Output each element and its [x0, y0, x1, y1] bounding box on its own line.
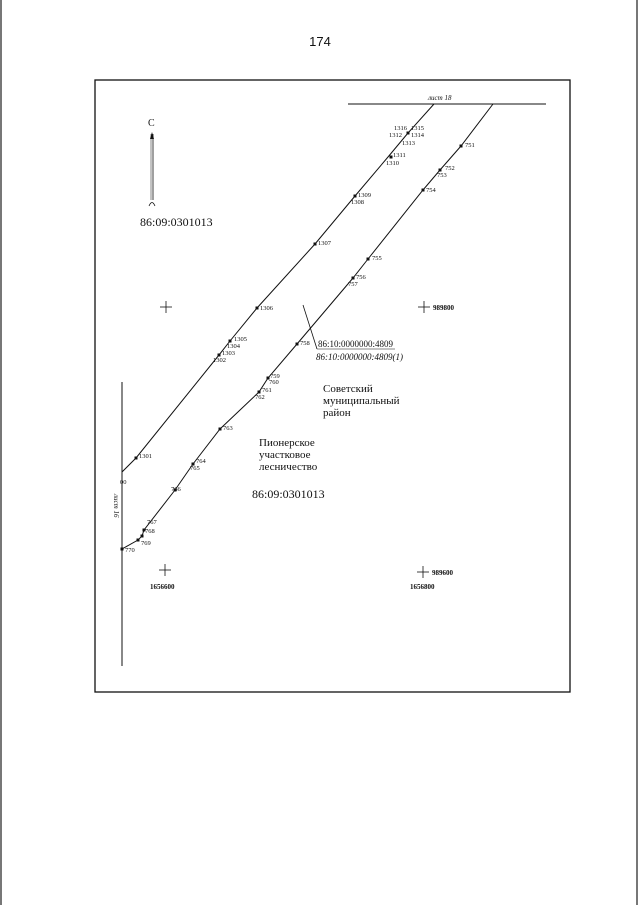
district-label-line-1: Советский	[323, 383, 373, 395]
upper-point-label-1302: 1302	[213, 357, 226, 364]
upper-point-label-1312: 1312	[389, 132, 402, 139]
upper-point-label-1316: 1316	[394, 125, 407, 132]
lower-point-label-760: 760	[269, 379, 279, 386]
forestry-label-line-2: участковое	[259, 449, 311, 461]
forestry-label-line-3: лесничество	[259, 461, 318, 473]
lower-point-label-766: 766	[171, 486, 181, 493]
grid-coord-x-right: 1656800	[410, 583, 435, 591]
lower-point-label-759: 759	[270, 373, 280, 380]
lower-point-label-757: 757	[348, 281, 358, 288]
grid-coord-y-top: 989800	[433, 304, 454, 312]
grid-coord-x-left: 1656600	[150, 583, 175, 591]
cadastral-block-top: 86:09:0301013	[140, 215, 213, 229]
upper-point-label-1314: 1314	[411, 132, 424, 139]
upper-point-marker-1309	[354, 195, 357, 198]
lower-point-label-756: 756	[356, 274, 366, 281]
lower-point-label-761: 761	[262, 387, 272, 394]
lower-point-label-753: 753	[437, 172, 447, 179]
district-label-line-2: муниципальный	[323, 395, 400, 407]
lower-point-label-770: 770	[125, 547, 135, 554]
lower-point-marker-758	[296, 343, 299, 346]
upper-point-label-1301: 1301	[139, 453, 152, 460]
page-number: 174	[309, 34, 331, 49]
upper-point-marker-1306	[256, 307, 259, 310]
lower-point-marker-768	[141, 535, 144, 538]
lower-point-label-754: 754	[426, 187, 436, 194]
upper-point-label-1309: 1309	[358, 192, 371, 199]
north-label: С	[148, 118, 155, 129]
sheet-label-left: лист 16	[112, 494, 120, 518]
lower-point-marker-751	[460, 145, 463, 148]
lower-boundary-line	[122, 104, 493, 549]
district-label-line-3: район	[323, 407, 351, 419]
upper-point-label-1313: 1313	[402, 140, 415, 147]
lower-point-marker-756	[352, 277, 355, 280]
upper-point-label-1315: 1315	[411, 125, 424, 132]
lower-point-marker-755	[367, 258, 370, 261]
lower-point-marker-770	[121, 548, 124, 551]
upper-point-label-1303: 1303	[222, 350, 235, 357]
cadastral-block-bottom: 86:09:0301013	[252, 487, 325, 501]
lower-point-label-751: 751	[465, 142, 475, 149]
forestry-label-line-1: Пионерское	[259, 437, 315, 449]
grid-coord-y-bottom: 989600	[432, 569, 453, 577]
upper-point-label-1308: 1308	[351, 199, 364, 206]
lower-point-label-752: 752	[445, 165, 455, 172]
upper-point-label-1311: 1311	[393, 152, 406, 159]
north-arrow-icon	[149, 132, 155, 206]
upper-point-label-1307: 1307	[318, 240, 331, 247]
lower-point-label-758: 758	[300, 340, 310, 347]
parcel-label-main: 86:10:0000000:4809	[318, 339, 394, 349]
parcel-label-part: 86:10:0000000:4809(1)	[316, 352, 403, 362]
upper-point-label-1305: 1305	[234, 336, 247, 343]
upper-point-label-00: 00	[120, 479, 127, 486]
upper-point-label-1310: 1310	[386, 160, 399, 167]
upper-point-label-1306: 1306	[260, 305, 273, 312]
lower-point-label-769: 769	[141, 540, 151, 547]
lower-point-label-765: 765	[190, 465, 200, 472]
upper-point-marker-1301	[135, 457, 138, 460]
lower-point-marker-769	[137, 539, 140, 542]
lower-point-label-763: 763	[223, 425, 233, 432]
lower-point-label-767: 767	[147, 519, 157, 526]
lower-point-label-764: 764	[196, 458, 206, 465]
lower-point-marker-754	[422, 189, 425, 192]
lower-point-label-768: 768	[145, 528, 155, 535]
lower-point-label-762: 762	[255, 394, 265, 401]
lower-point-label-755: 755	[372, 255, 382, 262]
upper-point-marker-1307	[314, 243, 317, 246]
lower-point-marker-763	[219, 428, 222, 431]
upper-point-label-1304: 1304	[227, 343, 240, 350]
sheet-label-top: лист 18	[428, 94, 452, 102]
